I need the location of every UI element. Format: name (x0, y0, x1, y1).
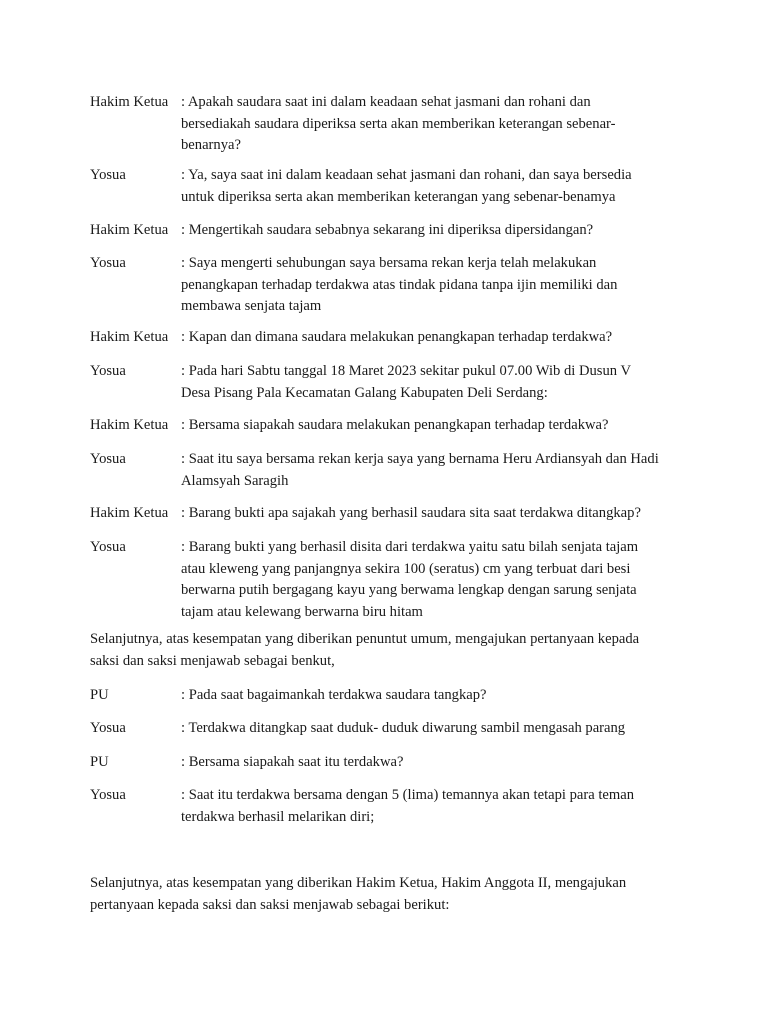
qa-entry (90, 165, 670, 208)
answer-text (181, 361, 661, 404)
speaker-label: PU (90, 754, 109, 770)
speaker-label: Yosua (90, 167, 126, 183)
answer-line: : Terdakwa ditangkap saat duduk- duduk diwarung sambil mengasah parang (181, 720, 626, 736)
speaker-label: Yosua (90, 539, 126, 555)
qa-entry (90, 685, 670, 707)
qa-entry (90, 361, 670, 404)
speaker-label: Yosua (90, 720, 126, 736)
answer-text (181, 220, 661, 242)
speaker-label: Hakim Ketua (90, 222, 169, 238)
answer-text (181, 415, 661, 437)
paragraph-line: pertanyaan kepada saksi dan saksi menjawab sebagai berikut: (90, 896, 450, 913)
answer-line: : Ya, saya saat ini dalam keadaan sehat jasmani dan rohani, dan saya bersedia (181, 167, 632, 183)
paragraph-line: Selanjutnya, atas kesempatan yang diberikan penuntut umum, mengajukan pertanyaan kepada (90, 631, 640, 647)
answer-line: tajam atau kelewang berwarna biru hitam (181, 603, 423, 620)
qa-entry (90, 503, 670, 525)
answer-text (181, 503, 661, 525)
qa-entry (90, 718, 670, 740)
narrative-paragraph (90, 873, 690, 916)
speaker-label: Hakim Ketua (90, 94, 169, 110)
answer-line: : Saat itu terdakwa bersama dengan 5 (lima) temannya akan tetapi para teman (181, 787, 635, 803)
qa-entry (90, 537, 670, 623)
answer-line: : Bersama siapakah saudara melakukan penangkapan terhadap terdakwa? (181, 417, 609, 433)
qa-entry (90, 449, 670, 492)
speaker-label: Yosua (90, 255, 126, 271)
answer-text (181, 92, 661, 157)
speaker-label: Hakim Ketua (90, 417, 169, 433)
qa-entry (90, 92, 670, 157)
answer-line: : Pada saat bagaimankah terdakwa saudara tangkap? (181, 687, 487, 703)
answer-text (181, 537, 661, 623)
answer-line: Desa Pisang Pala Kecamatan Galang Kabupaten Deli Serdang: (181, 384, 548, 401)
answer-text (181, 165, 661, 208)
answer-line: : Kapan dan dimana saudara melakukan penangkapan terhadap terdakwa? (181, 329, 613, 345)
qa-entry (90, 415, 670, 437)
answer-line: : Apakah saudara saat ini dalam keadaan sehat jasmani dan rohani dan (181, 94, 591, 110)
answer-line: : Mengertikah saudara sebabnya sekarang ini diperiksa dipersidangan? (181, 222, 594, 238)
answer-line: bersediakah saudara diperiksa serta akan memberikan keterangan sebenar- (181, 115, 616, 132)
speaker-label: Yosua (90, 787, 126, 803)
answer-line: penangkapan terhadap terdakwa atas tindak pidana tanpa ijin memiliki dan (181, 276, 618, 293)
answer-text (181, 253, 661, 318)
answer-line: : Saat itu saya bersama rekan kerja saya yang bernama Heru Ardiansyah dan Hadi (181, 451, 659, 467)
qa-entry (90, 327, 670, 349)
answer-line: : Pada hari Sabtu tanggal 18 Maret 2023 sekitar pukul 07.00 Wib di Dusun V (181, 363, 632, 379)
speaker-label: Yosua (90, 451, 126, 467)
qa-entry (90, 752, 670, 774)
speaker-label: Hakim Ketua (90, 329, 169, 345)
qa-entry (90, 220, 670, 242)
answer-text (181, 718, 661, 740)
answer-line: atau kleweng yang panjangnya sekira 100 (seratus) cm yang terbuat dari besi (181, 560, 631, 577)
qa-entry (90, 253, 670, 318)
speaker-label: Yosua (90, 363, 126, 379)
answer-line: Alamsyah Saragih (181, 472, 289, 489)
answer-text (181, 449, 661, 492)
qa-entry (90, 785, 670, 828)
speaker-label: PU (90, 687, 109, 703)
paragraph-line: saksi dan saksi menjawab sebagai benkut, (90, 652, 335, 669)
answer-line: membawa senjata tajam (181, 298, 322, 314)
answer-line: : Barang bukti yang berhasil disita dari terdakwa yaitu satu bilah senjata tajam (181, 539, 639, 555)
answer-line: berwarna putih bergagang kayu yang berwama lengkap dengan sarung senjata (181, 582, 637, 598)
answer-line: : Saya mengerti sehubungan saya bersama rekan kerja telah melakukan (181, 255, 597, 271)
answer-line: terdakwa berhasil melarikan diri; (181, 808, 375, 825)
speaker-label: Hakim Ketua (90, 505, 169, 521)
answer-line: untuk diperiksa serta akan memberikan keterangan yang sebenar-benamya (181, 188, 616, 205)
answer-line: benarnya? (181, 137, 241, 153)
narrative-paragraph (90, 629, 690, 672)
answer-text (181, 685, 661, 707)
answer-text (181, 785, 661, 828)
answer-text (181, 752, 661, 774)
answer-text (181, 327, 661, 349)
answer-line: : Barang bukti apa sajakah yang berhasil saudara sita saat terdakwa ditangkap? (181, 505, 641, 521)
paragraph-line: Selanjutnya, atas kesempatan yang diberikan Hakim Ketua, Hakim Anggota II, mengajukan (90, 875, 627, 891)
answer-line: : Bersama siapakah saat itu terdakwa? (181, 754, 404, 770)
